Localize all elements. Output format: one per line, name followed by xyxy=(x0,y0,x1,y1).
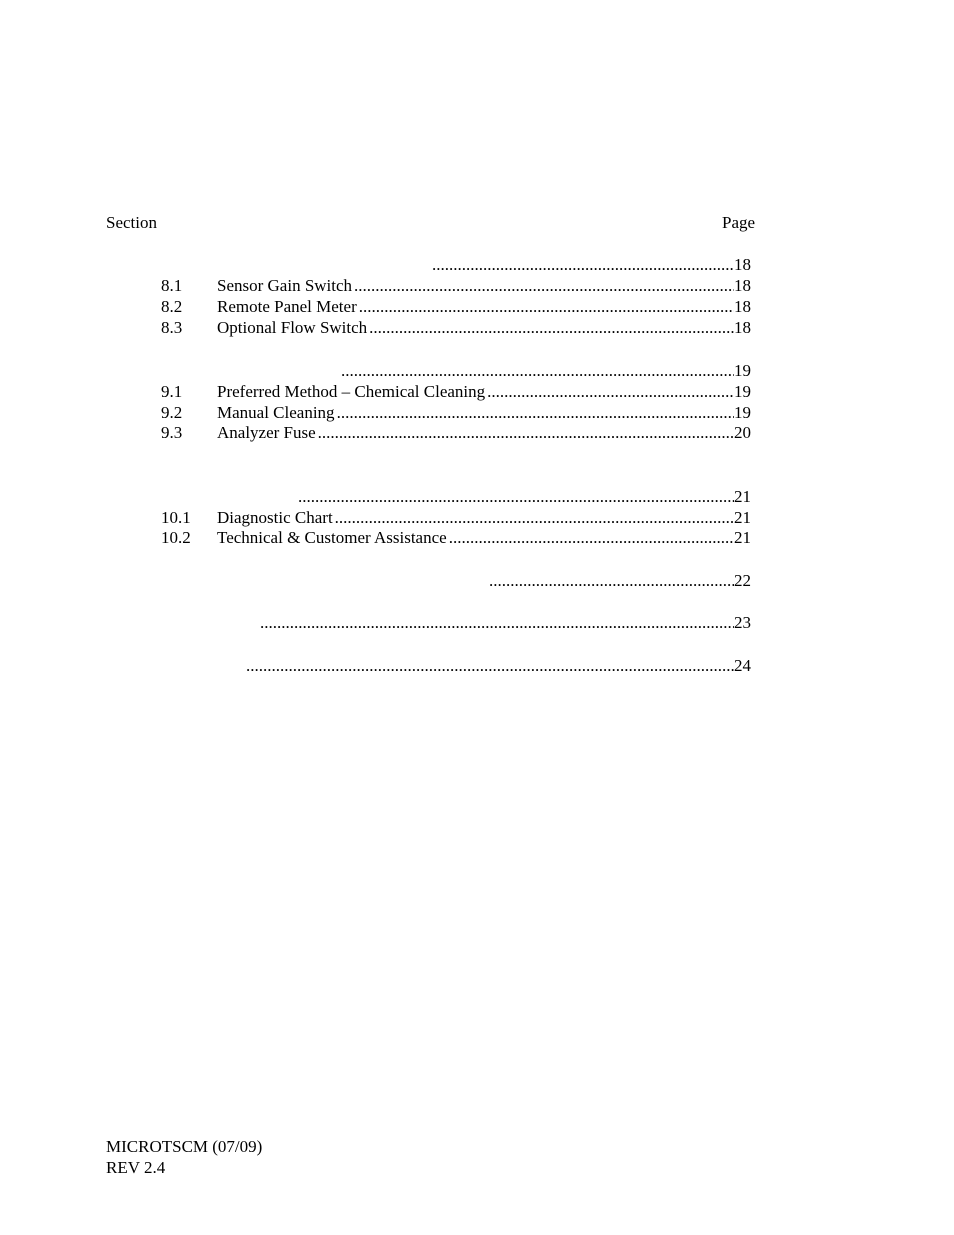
toc-entry-8-2 xyxy=(161,297,751,317)
toc-heading-10 xyxy=(296,487,751,507)
dot-leader xyxy=(316,423,734,443)
toc-page-number: 18 xyxy=(734,297,751,316)
toc-entry-9-3 xyxy=(161,423,751,443)
page-column-header: Page xyxy=(722,213,756,232)
toc-section-number: 8.3 xyxy=(161,318,183,337)
toc-entry-title: Optional Flow Switch xyxy=(217,318,368,337)
toc-page-number: 19 xyxy=(734,361,751,380)
toc-section-number: 10.2 xyxy=(161,528,191,547)
toc-heading-12 xyxy=(258,613,751,633)
dot-leader xyxy=(447,528,734,548)
dot-leader xyxy=(352,276,734,296)
dot-leader xyxy=(244,656,734,676)
dot-leader xyxy=(485,382,734,402)
toc-section-number: 9.1 xyxy=(161,382,183,401)
toc-heading-8 xyxy=(430,255,751,275)
toc-heading-9 xyxy=(339,361,751,381)
dot-leader xyxy=(258,613,734,633)
section-column-header: Section xyxy=(106,213,157,232)
dot-leader xyxy=(333,508,734,528)
toc-section-number: 8.2 xyxy=(161,297,183,316)
toc-entry-9-1 xyxy=(161,382,751,402)
toc-page-number: 21 xyxy=(734,528,751,547)
toc-page-number: 21 xyxy=(734,487,751,506)
toc-entry-9-2 xyxy=(161,403,751,423)
toc-entry-10-1 xyxy=(161,508,751,528)
toc-page-number: 18 xyxy=(734,276,751,295)
toc-entry-title: Analyzer Fuse xyxy=(217,423,316,442)
toc-entry-title: Preferred Method – Chemical Cleaning xyxy=(217,382,486,401)
toc-page-number: 18 xyxy=(734,318,751,337)
toc-entry-title: Diagnostic Chart xyxy=(217,508,333,527)
toc-page-number: 19 xyxy=(734,403,751,422)
toc-section-number: 9.3 xyxy=(161,423,183,442)
toc-page-number: 24 xyxy=(734,656,751,675)
toc-page-number: 23 xyxy=(734,613,751,632)
dot-leader xyxy=(339,361,734,381)
toc-entry-title: Remote Panel Meter xyxy=(217,297,357,316)
toc-page-number: 18 xyxy=(734,255,751,274)
toc-entry-title: Manual Cleaning xyxy=(217,403,335,422)
toc-section-number: 9.2 xyxy=(161,403,183,422)
dot-leader xyxy=(487,571,734,591)
toc-page-number: 20 xyxy=(734,423,751,442)
toc-entry-10-2 xyxy=(161,528,751,548)
toc-heading-11 xyxy=(487,571,751,591)
toc-entry-title: Technical & Customer Assistance xyxy=(217,528,447,547)
dot-leader xyxy=(357,297,734,317)
dot-leader xyxy=(367,318,734,338)
toc-page-number: 22 xyxy=(734,571,751,590)
toc-heading-13 xyxy=(244,656,751,676)
toc-section-number: 8.1 xyxy=(161,276,183,295)
toc-page-number: 19 xyxy=(734,382,751,401)
toc-section-number: 10.1 xyxy=(161,508,191,527)
dot-leader xyxy=(335,403,734,423)
footer-document-code: MICROTSCM (07/09) xyxy=(106,1137,263,1156)
dot-leader xyxy=(296,487,734,507)
footer-revision: REV 2.4 xyxy=(106,1158,166,1177)
toc-page-number: 21 xyxy=(734,508,751,527)
toc-entry-8-3 xyxy=(161,318,751,338)
toc-entry-8-1 xyxy=(161,276,751,296)
dot-leader xyxy=(430,255,734,275)
toc-entry-title: Sensor Gain Switch xyxy=(217,276,353,295)
